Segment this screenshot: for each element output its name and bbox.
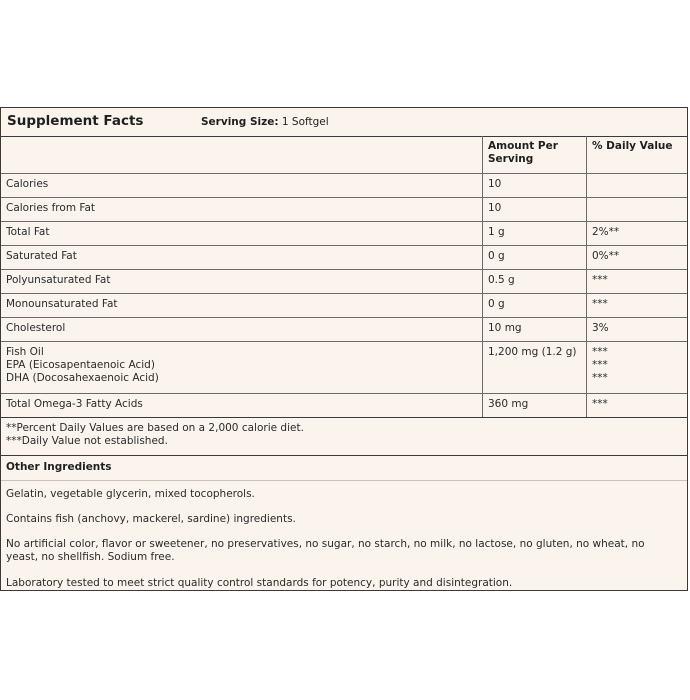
other-ingredients-title: Other Ingredients xyxy=(6,461,112,473)
nutrient-dv: 0%** xyxy=(592,250,620,262)
table-header-row xyxy=(1,136,687,174)
nutrient-amount: 10 mg xyxy=(483,318,587,341)
nutrient-name: Total Omega-3 Fatty Acids xyxy=(1,394,483,417)
table-row xyxy=(1,318,687,342)
amount-header: Amount Per Serving xyxy=(483,136,587,173)
table-row xyxy=(1,270,687,294)
fish-oil-name: Fish Oil xyxy=(6,346,44,358)
fish-oil-dv: *** *** *** xyxy=(592,346,608,384)
title-bar xyxy=(1,108,687,137)
footnote-percent: **Percent Daily Values are based on a 2,000 calorie diet. xyxy=(6,422,304,434)
table-row xyxy=(1,246,687,270)
panel-title: Supplement Facts xyxy=(7,113,144,129)
supplement-facts-panel xyxy=(0,107,688,591)
nutrient-amount: 10 xyxy=(483,198,587,221)
divider xyxy=(1,480,687,481)
fish-oil-names xyxy=(1,342,483,393)
nutrient-amount: 1 g xyxy=(483,222,587,245)
name-header xyxy=(1,136,483,173)
nutrient-dv: *** xyxy=(592,274,608,286)
epa-name: EPA (Eicosapentaenoic Acid) xyxy=(6,359,155,371)
nutrient-name: Calories xyxy=(1,174,483,197)
table-row xyxy=(1,174,687,198)
serving-size-label: Serving Size: xyxy=(201,116,279,128)
serving-size xyxy=(201,116,329,128)
nutrient-amount: 0 g xyxy=(483,294,587,317)
footnote-not-established: ***Daily Value not established. xyxy=(6,435,168,447)
other-ingredients xyxy=(1,456,687,589)
nutrient-dv: 3% xyxy=(592,322,609,334)
nutrient-dv: *** xyxy=(592,398,608,410)
nutrient-dv: 2%** xyxy=(592,226,620,238)
nutrient-dv xyxy=(587,198,689,221)
table-row xyxy=(1,222,687,246)
serving-size-value: 1 Softgel xyxy=(281,116,329,128)
nutrient-name: Calories from Fat xyxy=(1,198,483,221)
nutrient-dv: *** xyxy=(592,298,608,310)
free-from-text: No artificial color, flavor or sweetener, no preservatives, no sugar, no starch, no milk, no lactose, no gluten, no wheat, no yeast, no shellfish. Sodium free. xyxy=(6,538,645,563)
table-row-fish-oil xyxy=(1,342,687,394)
nutrient-amount: 360 mg xyxy=(483,394,587,417)
nutrient-name: Total Fat xyxy=(1,222,483,245)
nutrient-dv xyxy=(587,174,689,197)
nutrient-name: Cholesterol xyxy=(1,318,483,341)
nutrient-amount: 0 g xyxy=(483,246,587,269)
daily-value-header: % Daily Value xyxy=(592,140,673,152)
nutrient-name: Saturated Fat xyxy=(1,246,483,269)
footnotes xyxy=(1,418,687,456)
dha-name: DHA (Docosahexaenoic Acid) xyxy=(6,372,159,384)
lab-tested-text: Laboratory tested to meet strict quality control standards for potency, purity and disintegration. xyxy=(6,577,513,589)
allergen-text: Contains fish (anchovy, mackerel, sardine) ingredients. xyxy=(6,513,296,525)
table-row xyxy=(1,294,687,318)
ingredients-text: Gelatin, vegetable glycerin, mixed tocopherols. xyxy=(6,488,255,500)
nutrient-amount: 10 xyxy=(483,174,587,197)
nutrient-amount: 0.5 g xyxy=(483,270,587,293)
fish-oil-amount: 1,200 mg (1.2 g) xyxy=(483,342,587,393)
nutrient-name: Polyunsaturated Fat xyxy=(1,270,483,293)
table-row xyxy=(1,198,687,222)
nutrient-name: Monounsaturated Fat xyxy=(1,294,483,317)
table-row-omega xyxy=(1,394,687,418)
